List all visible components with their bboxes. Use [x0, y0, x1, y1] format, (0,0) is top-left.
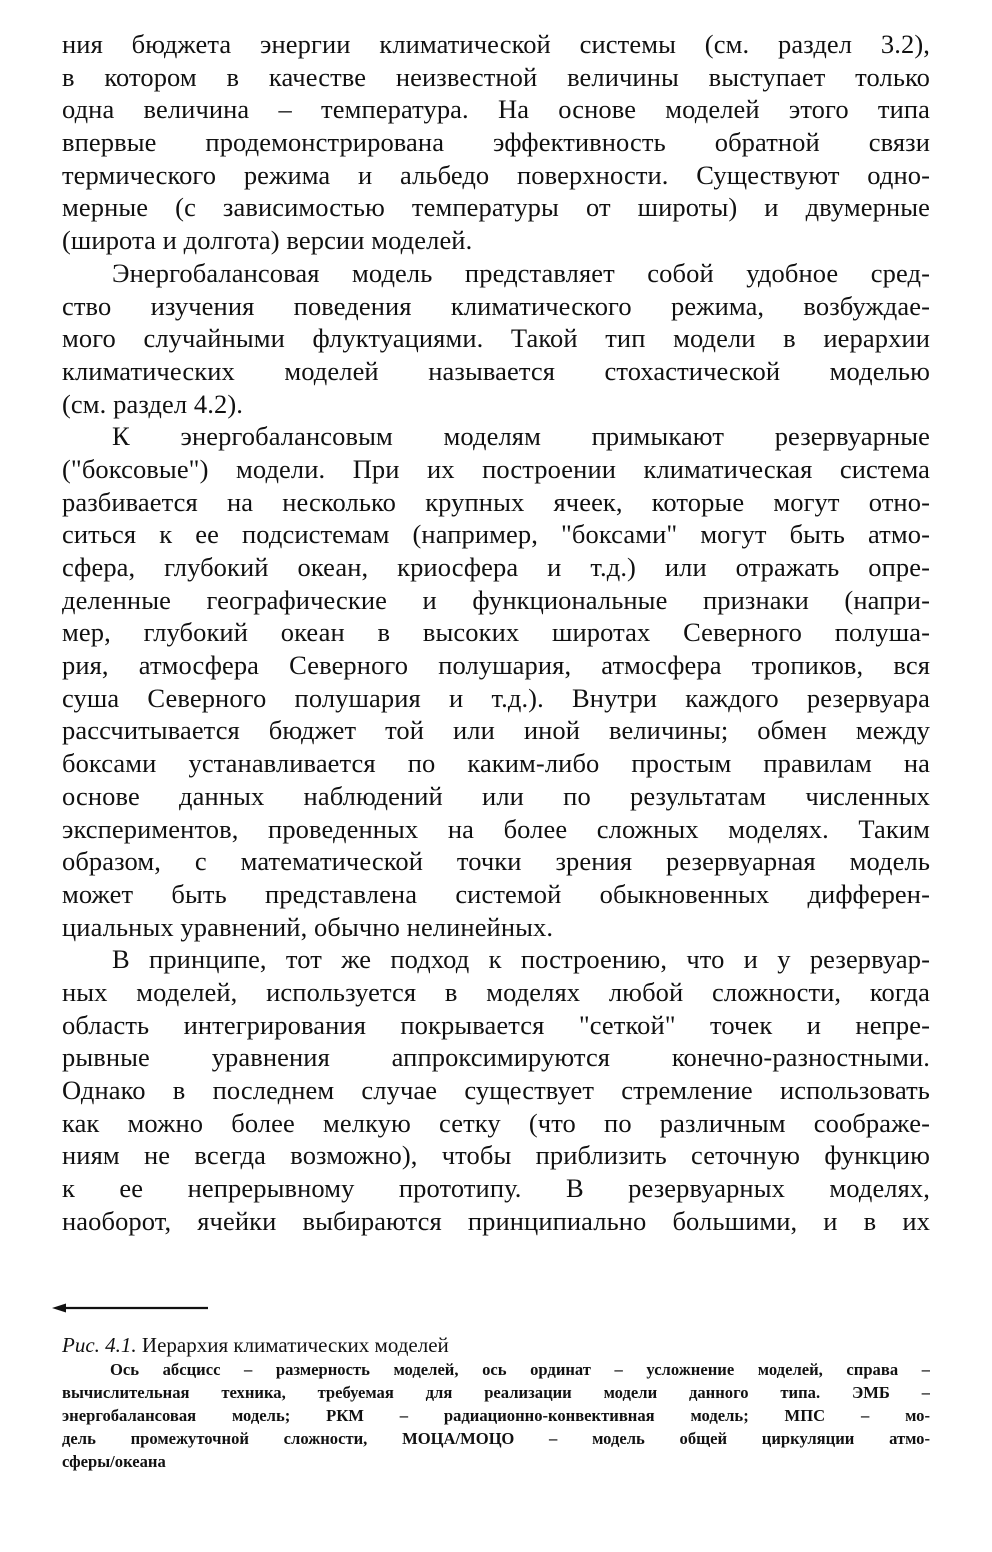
- text-line: рассчитывается бюджет той или иной величины; обмен между: [62, 715, 930, 746]
- text-line: сфера, глубокий океан, криосфера и т.д.) или отражать опре-: [62, 552, 930, 582]
- text-line: суша Северного полушария и т.д.). Внутри каждого резервуара: [62, 682, 930, 713]
- text-line: мер, глубокий океан в высоких широтах Северного полуша-: [62, 617, 930, 648]
- text-line: одна величина – температура. На основе моделей этого типа: [62, 94, 930, 125]
- text-line: деленные географические и функциональные признаки (напри-: [62, 584, 930, 615]
- text-line: Энергобалансовая модель представляет собой удобное сред-: [112, 257, 930, 288]
- text-line: образом, с математической точки зрения резервуарная модель: [62, 846, 930, 877]
- text-line: в котором в качестве неизвестной величины выступает только: [62, 61, 930, 92]
- text-line: рывные уравнения аппроксимируются конечно-разностными.: [62, 1042, 930, 1073]
- text-line: термического режима и альбедо поверхности. Существуют одно-: [62, 159, 930, 190]
- text-line: как можно более мелкую сетку (что по различным соображе-: [62, 1107, 930, 1138]
- text-line: мого случайными флуктуациями. Такой тип модели в иерархии: [62, 323, 930, 354]
- text-line: впервые продемонстрирована эффективность обратной связи: [62, 127, 930, 158]
- caption-line: дель промежуточной сложности, МОЦА/МОЦО – модель общей циркуляции атмо-: [62, 1429, 930, 1448]
- text-line: (широта и долгота) версии моделей.: [62, 225, 473, 256]
- caption-title: [62, 1332, 930, 1358]
- paragraph: [62, 257, 930, 420]
- left-arrow-icon: [50, 1301, 210, 1315]
- text-line: разбивается на несколько крупных ячеек, которые могут отно-: [62, 486, 930, 517]
- text-line: область интегрирования покрывается "сеткой" точек и непре-: [62, 1009, 930, 1040]
- text-line: мерные (с зависимостью температуры от широты) и двумерные: [62, 192, 930, 223]
- text-line: рия, атмосфера Северного полушария, атмосфера тропиков, вся: [62, 650, 930, 681]
- paragraph: [62, 420, 930, 943]
- text-line: экспериментов, проведенных на более сложных моделях. Таким: [62, 813, 930, 844]
- text-line: ных моделей, используется в моделях любой сложности, когда: [62, 976, 930, 1007]
- text-line: К энергобалансовым моделям примыкают резервуарные: [112, 421, 930, 452]
- text-line: ("боксовые") модели. При их построении климатическая система: [62, 453, 930, 484]
- text-line: к ее непрерывному прототипу. В резервуарных моделях,: [62, 1173, 930, 1204]
- text-line: может быть представлена системой обыкновенных дифферен-: [62, 878, 930, 909]
- text-line: ство изучения поведения климатического режима, возбуждае-: [62, 290, 930, 321]
- caption-line: сферы/океана: [62, 1452, 166, 1471]
- page-body: [62, 28, 930, 1237]
- paragraph: [62, 28, 930, 257]
- text-line: боксами устанавливается по каким-либо простым правилам на: [62, 748, 930, 779]
- text-line: ниям не всегда возможно), чтобы приблизить сеточную функцию: [62, 1140, 930, 1171]
- caption-line: вычислительная техника, требуемая для реализации модели данного типа. ЭМБ –: [62, 1383, 930, 1402]
- caption-line: энергобалансовая модель; РКМ – радиационно-конвективная модель; МПС – мо-: [62, 1406, 930, 1425]
- text-line: климатических моделей называется стохастической моделью: [62, 355, 930, 386]
- caption-title-text: Иерархия климатических моделей: [141, 1333, 449, 1357]
- text-line: наоборот, ячейки выбираются принципиально большими, и в их: [62, 1205, 930, 1236]
- text-line: ситься к ее подсистемам (например, "боксами" могут быть атмо-: [62, 519, 930, 550]
- text-line: ния бюджета энергии климатической системы (см. раздел 3.2),: [62, 29, 930, 59]
- text-line: Однако в последнем случае существует стремление использовать: [62, 1075, 930, 1105]
- paragraph: [62, 943, 930, 1237]
- text-line: (см. раздел 4.2).: [62, 388, 243, 419]
- text-line: циальных уравнений, обычно нелинейных.: [62, 911, 554, 942]
- text-line: В принципе, тот же подход к построению, что и у резервуар-: [112, 944, 930, 975]
- caption-line: Ось абсцисс – размерность моделей, ось ординат – усложнение моделей, справа –: [110, 1360, 930, 1379]
- figure-caption: [62, 1332, 930, 1473]
- figure-label: Рис. 4.1.: [62, 1333, 137, 1357]
- text-line: основе данных наблюдений или по результатам численных: [62, 780, 930, 811]
